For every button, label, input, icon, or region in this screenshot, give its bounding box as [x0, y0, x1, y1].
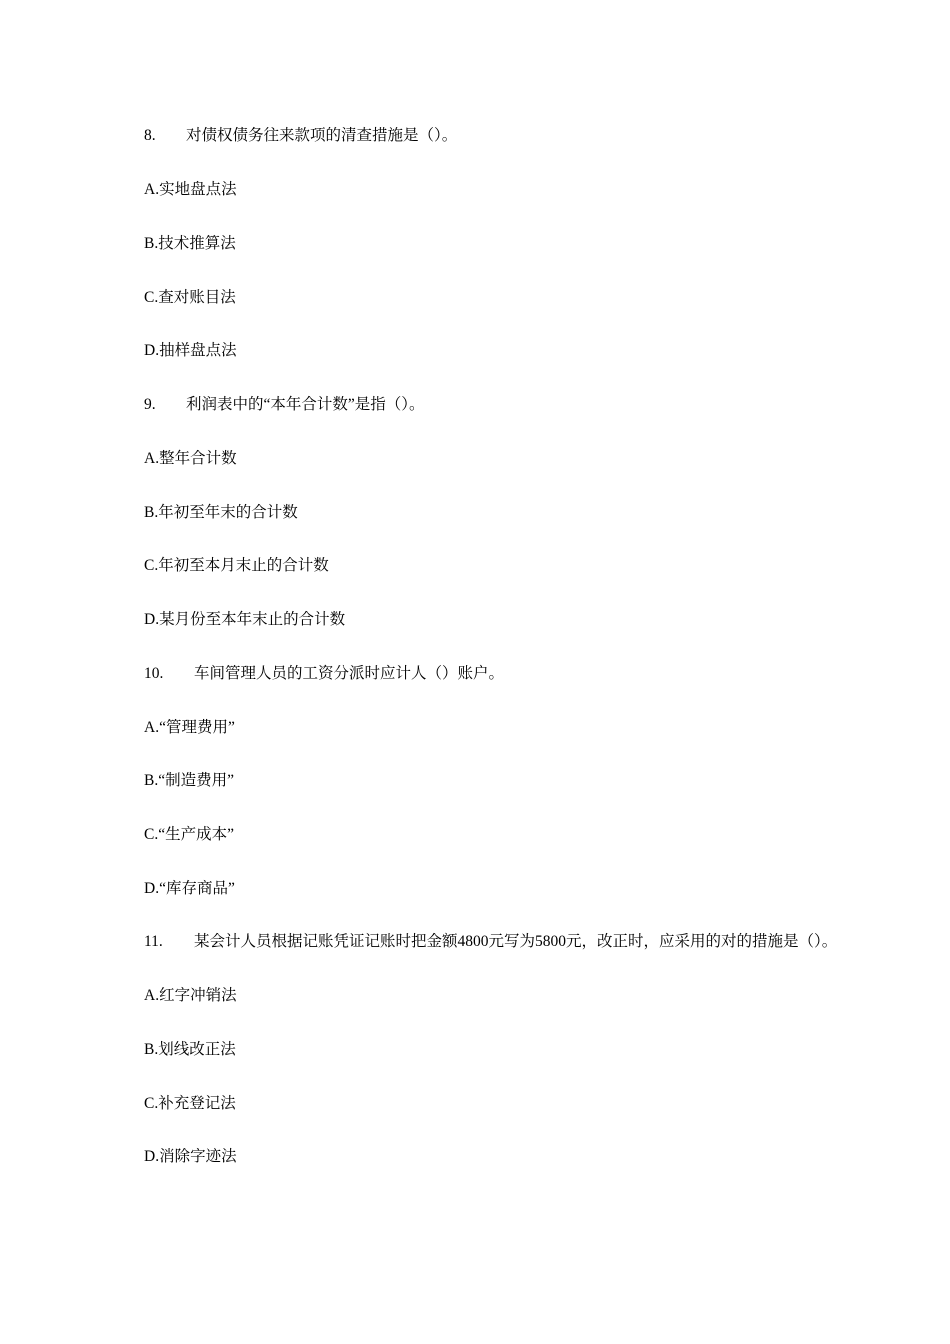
- option-a: A.实地盘点法: [144, 181, 237, 198]
- option-b: B.“制造费用”: [144, 772, 234, 789]
- option-a: A.整年合计数: [144, 450, 237, 467]
- option-b: B.年初至年末的合计数: [144, 504, 298, 521]
- question-11: [144, 932, 837, 952]
- question-text: 车间管理人员的工资分派时应计人（）账户。: [194, 665, 505, 682]
- option-d: D.抽样盘点法: [144, 342, 237, 359]
- question-text: 某会计人员根据记账凭证记账时把金额4800元写为5800元，改正时，应采用的对的措施是（）。: [194, 933, 838, 950]
- question-text: 利润表中的“本年合计数”是指（）。: [186, 396, 425, 413]
- option-d: D.某月份至本年末止的合计数: [144, 611, 346, 628]
- option-c: C.年初至本月末止的合计数: [144, 557, 329, 574]
- option-c: C.查对账目法: [144, 289, 236, 306]
- question-9: [144, 395, 425, 415]
- question-number: 10.: [144, 665, 164, 682]
- option-d: D.“库存商品”: [144, 880, 235, 897]
- question-8: [144, 126, 457, 146]
- option-c: C.“生产成本”: [144, 826, 234, 843]
- option-d: D.消除字迹法: [144, 1148, 237, 1165]
- option-a: A.“管理费用”: [144, 719, 235, 736]
- question-number: 9.: [144, 396, 156, 413]
- option-b: B.划线改正法: [144, 1041, 236, 1058]
- question-text: 对债权债务往来款项的清查措施是（）。: [186, 127, 458, 144]
- option-b: B.技术推算法: [144, 235, 236, 252]
- option-c: C.补充登记法: [144, 1095, 236, 1112]
- question-number: 8.: [144, 127, 156, 144]
- question-10: [144, 664, 504, 684]
- question-number: 11.: [144, 933, 163, 950]
- option-a: A.红字冲销法: [144, 987, 237, 1004]
